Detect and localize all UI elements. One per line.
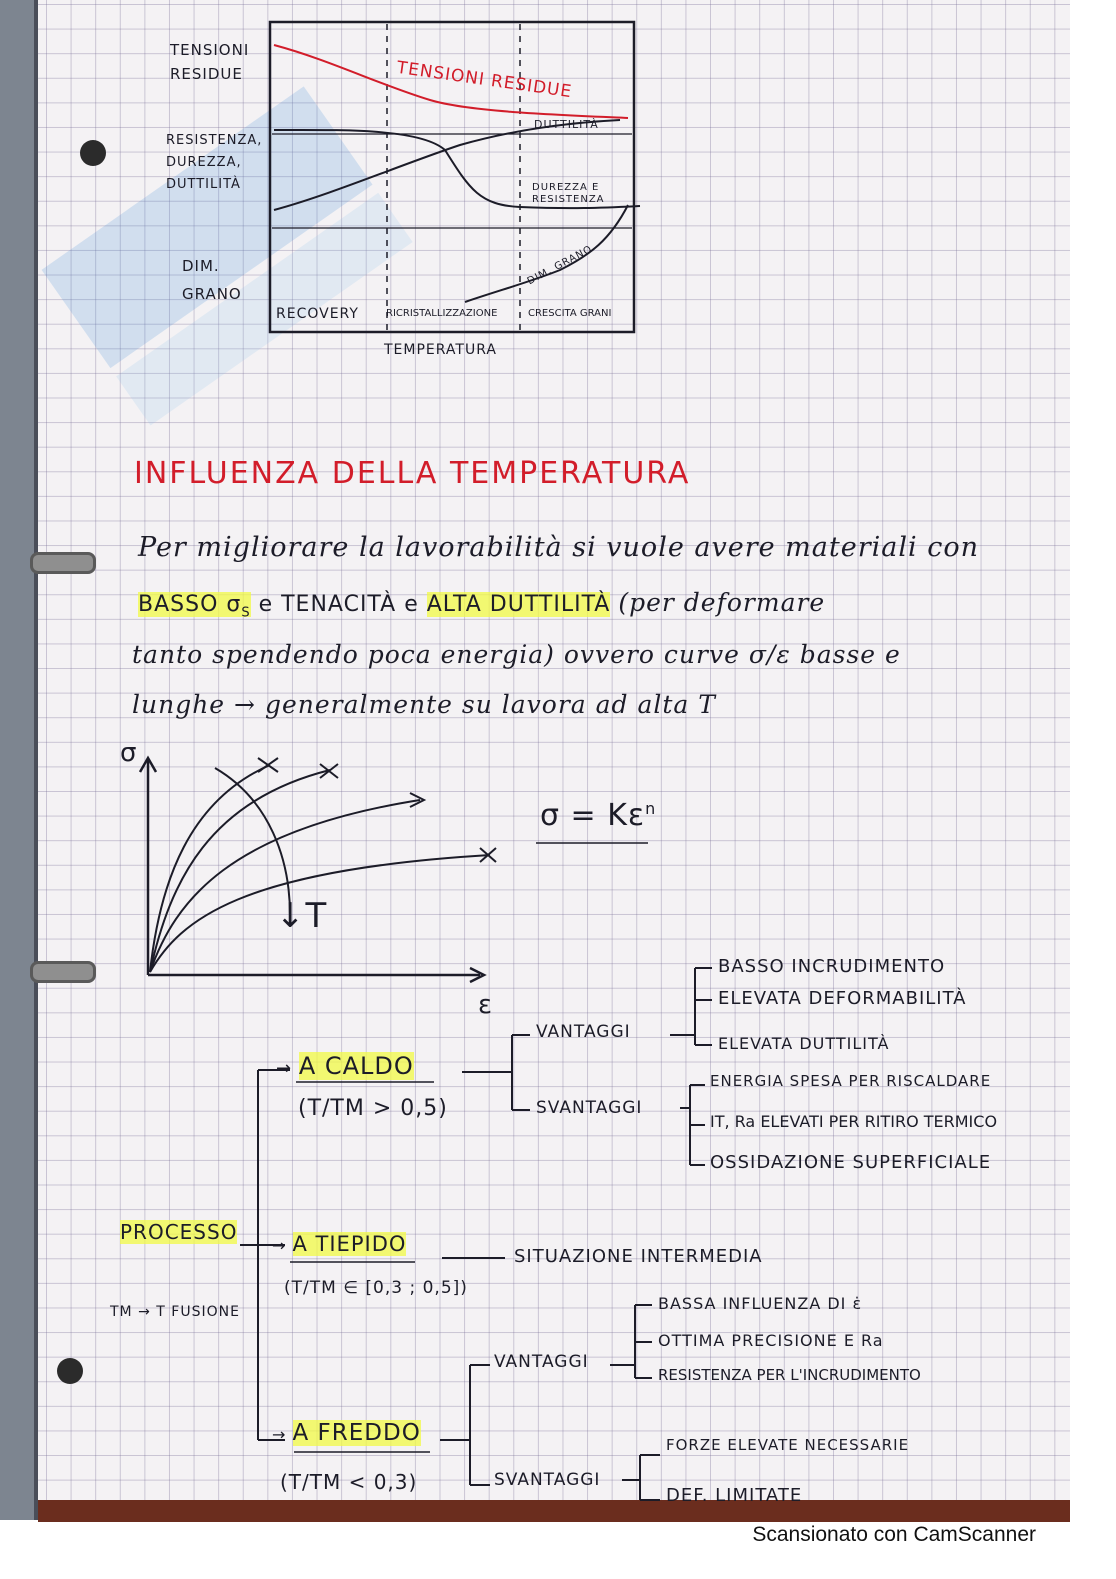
hot-vantaggi-label: VANTAGGI bbox=[536, 1022, 631, 1042]
residual-curve-label: TENSIONI RESIDUE bbox=[395, 57, 574, 103]
cold-svantaggi-label: SVANTAGGI bbox=[494, 1470, 601, 1490]
cold-process-title: → A FREDDO bbox=[272, 1420, 421, 1446]
cold-svantaggio-item: FORZE ELEVATE NECESSARIE bbox=[666, 1436, 910, 1454]
region-grain-growth: CRESCITA GRANI bbox=[528, 308, 612, 319]
ductility-curve-label: DUTTILITÀ bbox=[534, 118, 599, 131]
cold-branch bbox=[440, 1365, 490, 1485]
cold-vantaggio-item: BASSA INFLUENZA DI ε̇ bbox=[658, 1294, 863, 1313]
section-title: INFLUENZA DELLA TEMPERATURA bbox=[134, 456, 691, 491]
hot-branch bbox=[462, 1035, 530, 1110]
cold-vantaggio-item: OTTIMA PRECISIONE E Ra bbox=[658, 1331, 884, 1350]
highlight-alta-duttilita: ALTA DUTTILITÀ bbox=[426, 592, 611, 617]
hot-svantaggio-item: IT, Ra ELEVATI PER RITIRO TERMICO bbox=[710, 1112, 998, 1131]
tenacita-text: e TENACITÀ e bbox=[258, 592, 419, 617]
region-recovery: RECOVERY bbox=[276, 306, 359, 322]
grain-curve-label: DIM. GRANO bbox=[525, 243, 595, 288]
paragraph-line-2 bbox=[138, 588, 825, 620]
hot-svantaggio-item: ENERGIA SPESA PER RISCALDARE bbox=[710, 1072, 992, 1090]
region-recrystallization: RICRISTALLIZZAZIONE bbox=[386, 308, 498, 319]
hot-vantaggio-item: ELEVATA DEFORMABILITÀ bbox=[718, 988, 967, 1009]
cold-condition: (T/TM < 0,3) bbox=[280, 1470, 418, 1494]
hardness-curve-label: DUREZZA E RESISTENZA bbox=[532, 182, 605, 205]
process-label: PROCESSO bbox=[120, 1220, 238, 1244]
scanner-footer: Scansionato con CamScanner bbox=[752, 1523, 1036, 1546]
sigma-axis-label: σ bbox=[120, 738, 138, 768]
paragraph-line-1: Per migliorare la lavorabilità si vuole avere materiali con bbox=[138, 532, 979, 563]
x-axis-label: TEMPERATURA bbox=[384, 342, 497, 358]
tm-note: TM → T FUSIONE bbox=[110, 1304, 240, 1320]
hot-vantaggio-item: BASSO INCRUDIMENTO bbox=[718, 956, 946, 977]
y-label-strength: RESISTENZA, DUREZZA, DUTTILITÀ bbox=[166, 133, 263, 192]
cold-svantaggio-item: DEF. LIMITATE bbox=[666, 1485, 803, 1506]
warm-condition: (T/TM ∈ [0,3 ; 0,5]) bbox=[284, 1278, 468, 1298]
hot-condition: (T/TM > 0,5) bbox=[298, 1096, 448, 1121]
epsilon-axis-label: ε bbox=[478, 990, 494, 1020]
warm-process-title: → A TIEPIDO bbox=[272, 1232, 407, 1256]
cold-vantaggi-bracket bbox=[610, 1305, 652, 1378]
paragraph-line-3: tanto spendendo poca energia) ovvero curve σ/ε basse e bbox=[132, 640, 901, 669]
warm-result: SITUAZIONE INTERMEDIA bbox=[514, 1246, 763, 1267]
highlight-basso-sigma: BASSO $\sigma_S$ bbox=[138, 592, 251, 621]
hot-svantaggi-bracket bbox=[680, 1085, 705, 1165]
flow-curve bbox=[150, 765, 270, 972]
grain-size-curve bbox=[465, 205, 628, 302]
y-label-grain: DIM. GRANO bbox=[182, 257, 242, 303]
paragraph-aside: (per deformare bbox=[618, 588, 826, 617]
cold-svantaggi-bracket bbox=[622, 1455, 660, 1500]
cold-vantaggi-label: VANTAGGI bbox=[494, 1352, 589, 1372]
temperature-arrow-label: ↓T bbox=[276, 896, 328, 936]
fracture-mark bbox=[258, 758, 278, 772]
cold-vantaggio-item: RESISTENZA PER L'INCRUDIMENTO bbox=[658, 1366, 921, 1384]
y-label-residual: TENSIONI RESIDUE bbox=[170, 41, 250, 83]
flow-curve bbox=[150, 770, 330, 972]
hot-svantaggio-item: OSSIDAZIONE SUPERFICIALE bbox=[710, 1152, 992, 1173]
hot-vantaggi-bracket bbox=[670, 968, 712, 1045]
hot-svantaggi-label: SVANTAGGI bbox=[536, 1098, 643, 1118]
hot-vantaggio-item: ELEVATA DUTTILITÀ bbox=[718, 1034, 890, 1053]
paragraph-line-4: lunghe → generalmente su lavora ad alta T bbox=[132, 690, 716, 719]
hot-process-title: → A CALDO bbox=[276, 1052, 414, 1080]
flow-curve bbox=[150, 800, 420, 972]
flow-stress-formula: $\sigma = K\varepsilon^n$ bbox=[540, 798, 657, 833]
